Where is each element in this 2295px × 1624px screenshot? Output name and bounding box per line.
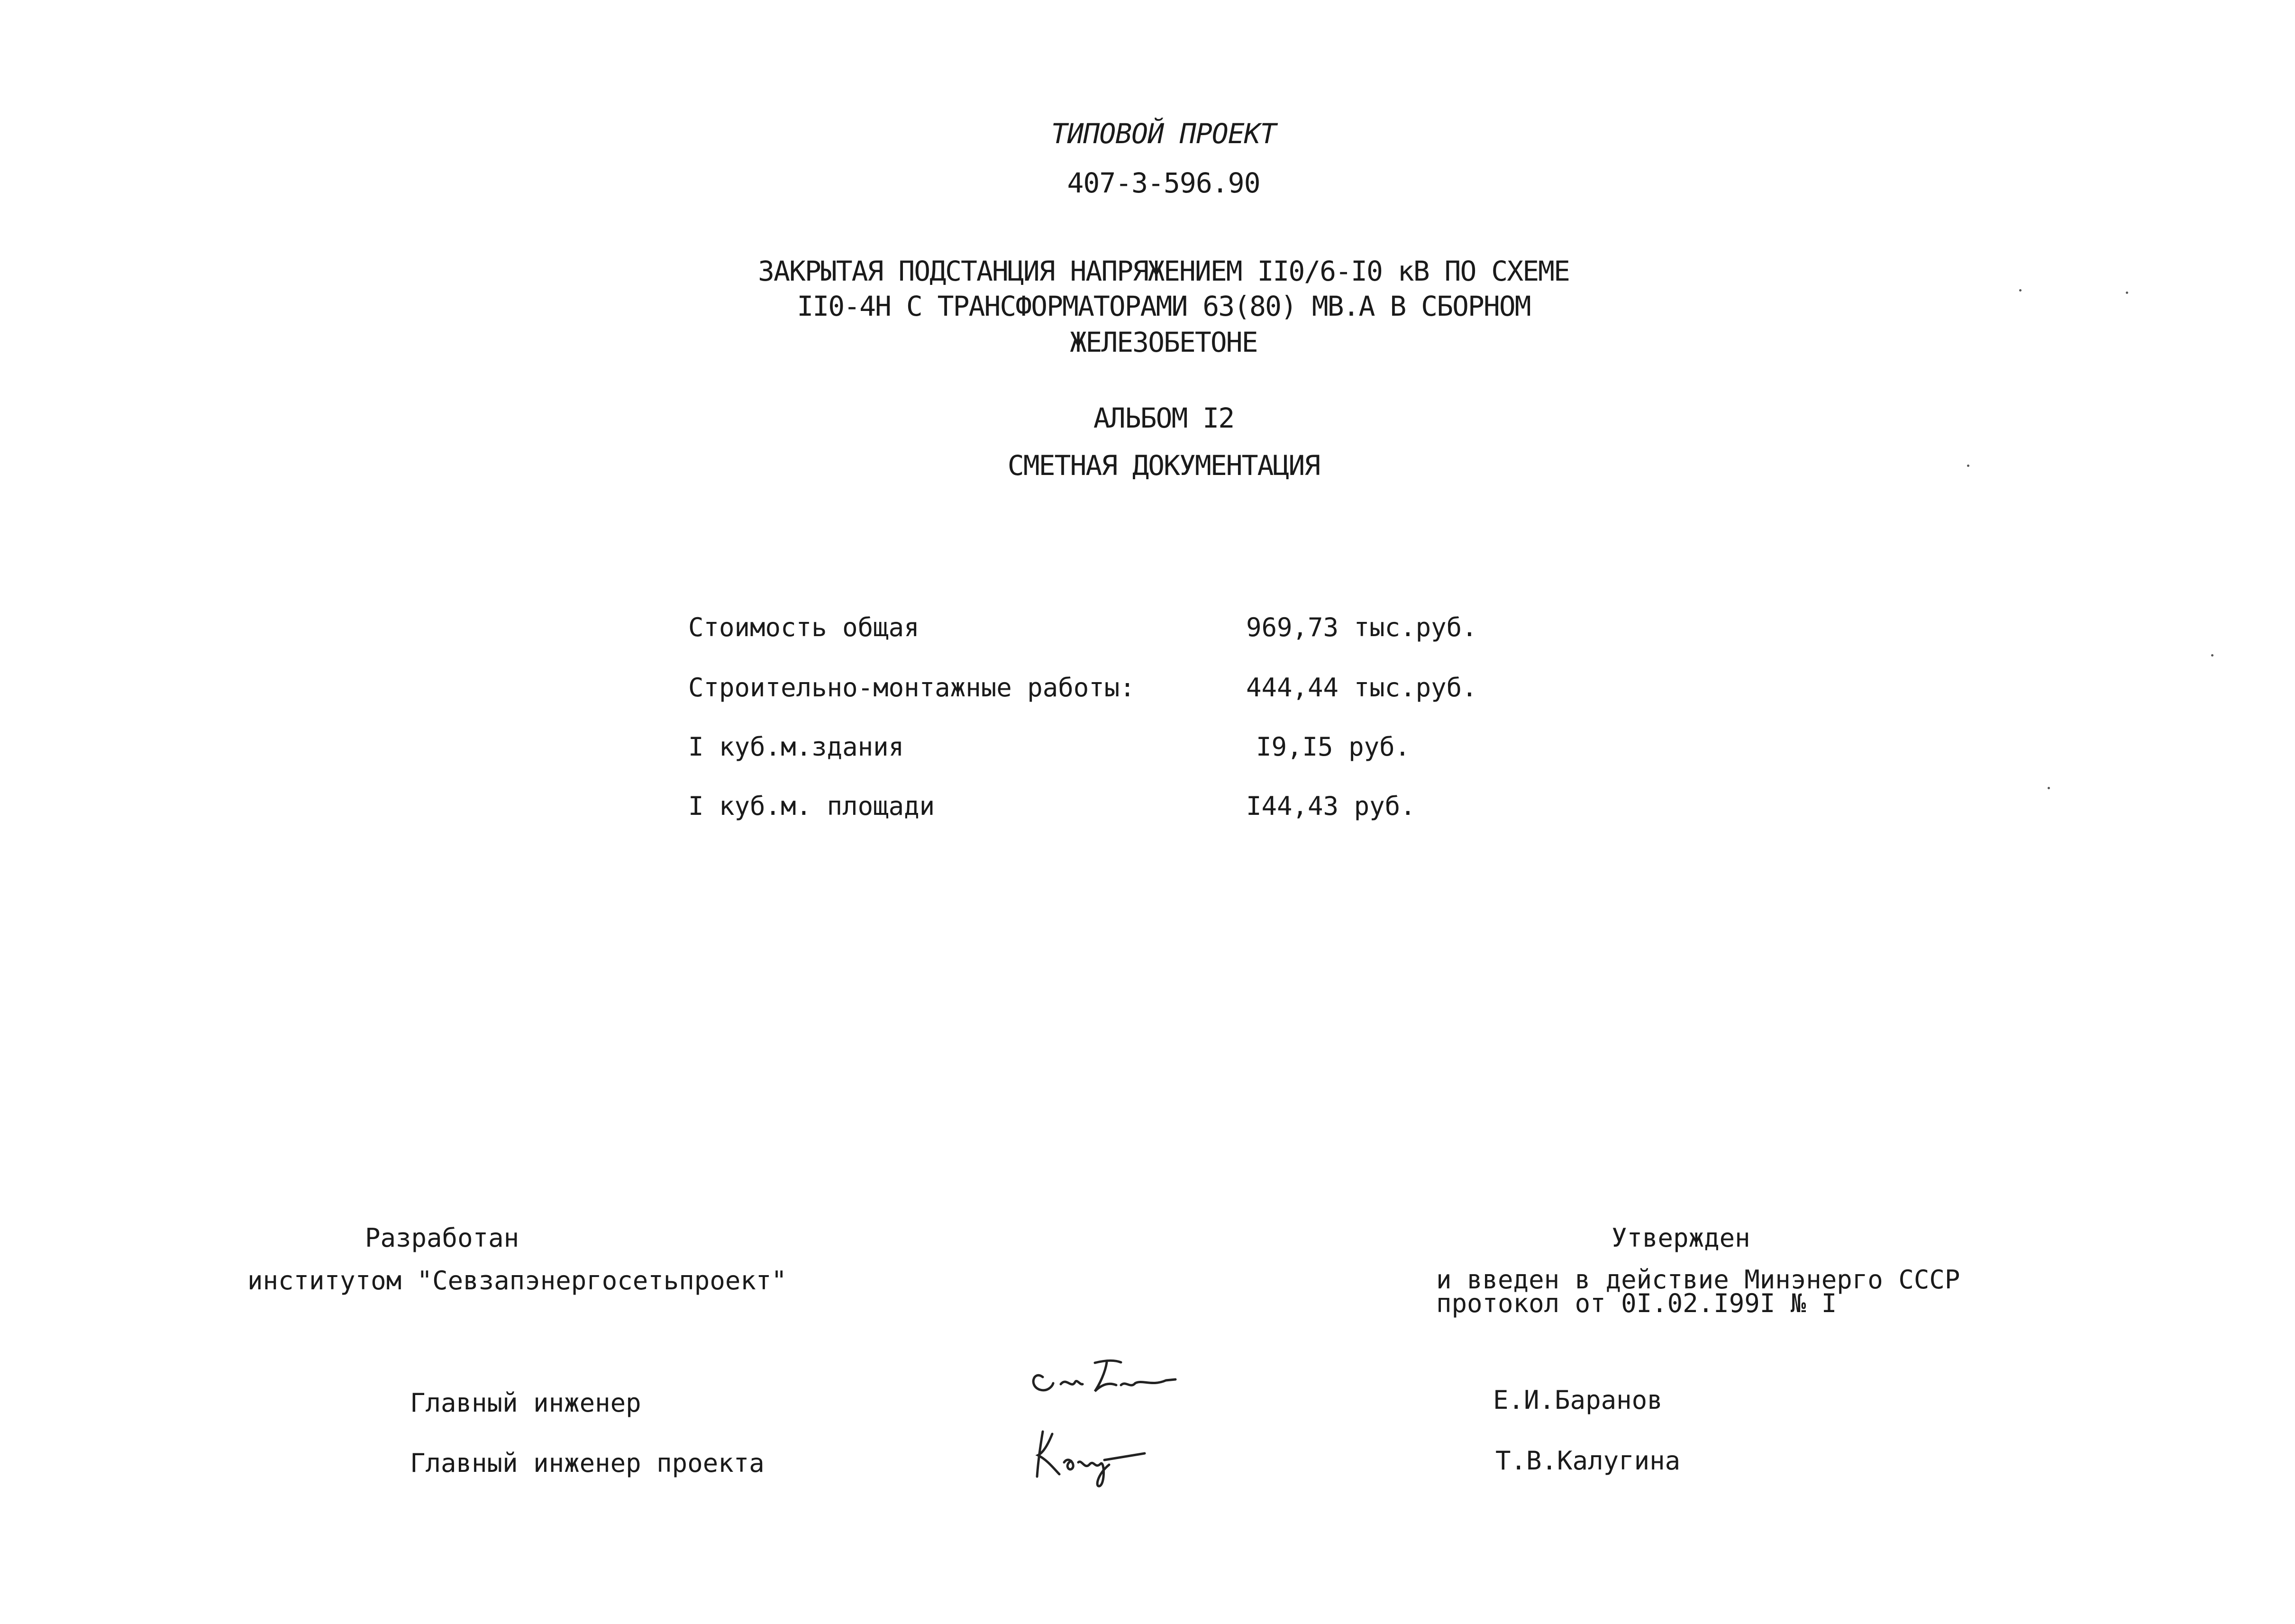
project-number: 407-3-596.90 <box>1067 167 1260 199</box>
title-line-1: ЗАКРЫТАЯ ПОДСТАНЦИЯ НАПРЯЖЕНИЕМ II0/6-I0 кВ ПО СХЕМЕ <box>758 255 1569 287</box>
approval-line-2: протокол от 0I.02.I99I № I <box>1436 1288 1837 1318</box>
cost-value: I44,43 руб. <box>1246 791 1416 821</box>
developer-institute: институтом "Севзапэнергосетьпроект" <box>247 1266 787 1296</box>
album-subject: СМЕТНАЯ ДОКУМЕНТАЦИЯ <box>1007 449 1320 482</box>
cost-label: I куб.м.здания <box>688 732 904 762</box>
title-line-3: ЖЕЛЕЗОБЕТОНЕ <box>1070 326 1257 358</box>
cost-table <box>688 612 1494 840</box>
approval-label: Утвержден <box>1612 1223 1750 1253</box>
cost-label: Стоимость общая <box>688 612 920 642</box>
signature-chief-engineer <box>1024 1351 1185 1403</box>
signatory-name: Т.В.Калугина <box>1495 1446 1681 1476</box>
signatory-name: Е.И.Баранов <box>1493 1385 1663 1415</box>
approval-line-1: и введен в действие Минэнерго СССР <box>1436 1265 1960 1295</box>
project-type: ТИПОВОЙ ПРОЕКТ <box>1051 118 1276 150</box>
scan-speck <box>2211 654 2213 657</box>
title-line-2: II0-4Н С ТРАНСФОРМАТОРАМИ 63(80) МВ.А В СБОРНОМ <box>797 290 1530 322</box>
cost-label: Строительно-монтажные работы: <box>688 673 1135 703</box>
signatory-role: Главный инженер проекта <box>410 1448 765 1478</box>
cost-value: I9,I5 руб. <box>1256 732 1411 762</box>
cost-label: I куб.м. площади <box>688 791 935 821</box>
scan-speck <box>2126 292 2128 294</box>
scan-speck <box>2019 289 2022 292</box>
album-number: АЛЬБОМ I2 <box>1093 402 1234 434</box>
signature-chief-project-engineer <box>1019 1417 1161 1488</box>
scan-speck <box>1967 465 1969 467</box>
scan-speck <box>2048 787 2050 789</box>
cost-value: 969,73 тыс.руб. <box>1246 612 1477 642</box>
signatory-role: Главный инженер <box>410 1388 641 1418</box>
cost-value: 444,44 тыс.руб. <box>1246 673 1477 703</box>
developer-label: Разработан <box>365 1223 519 1253</box>
